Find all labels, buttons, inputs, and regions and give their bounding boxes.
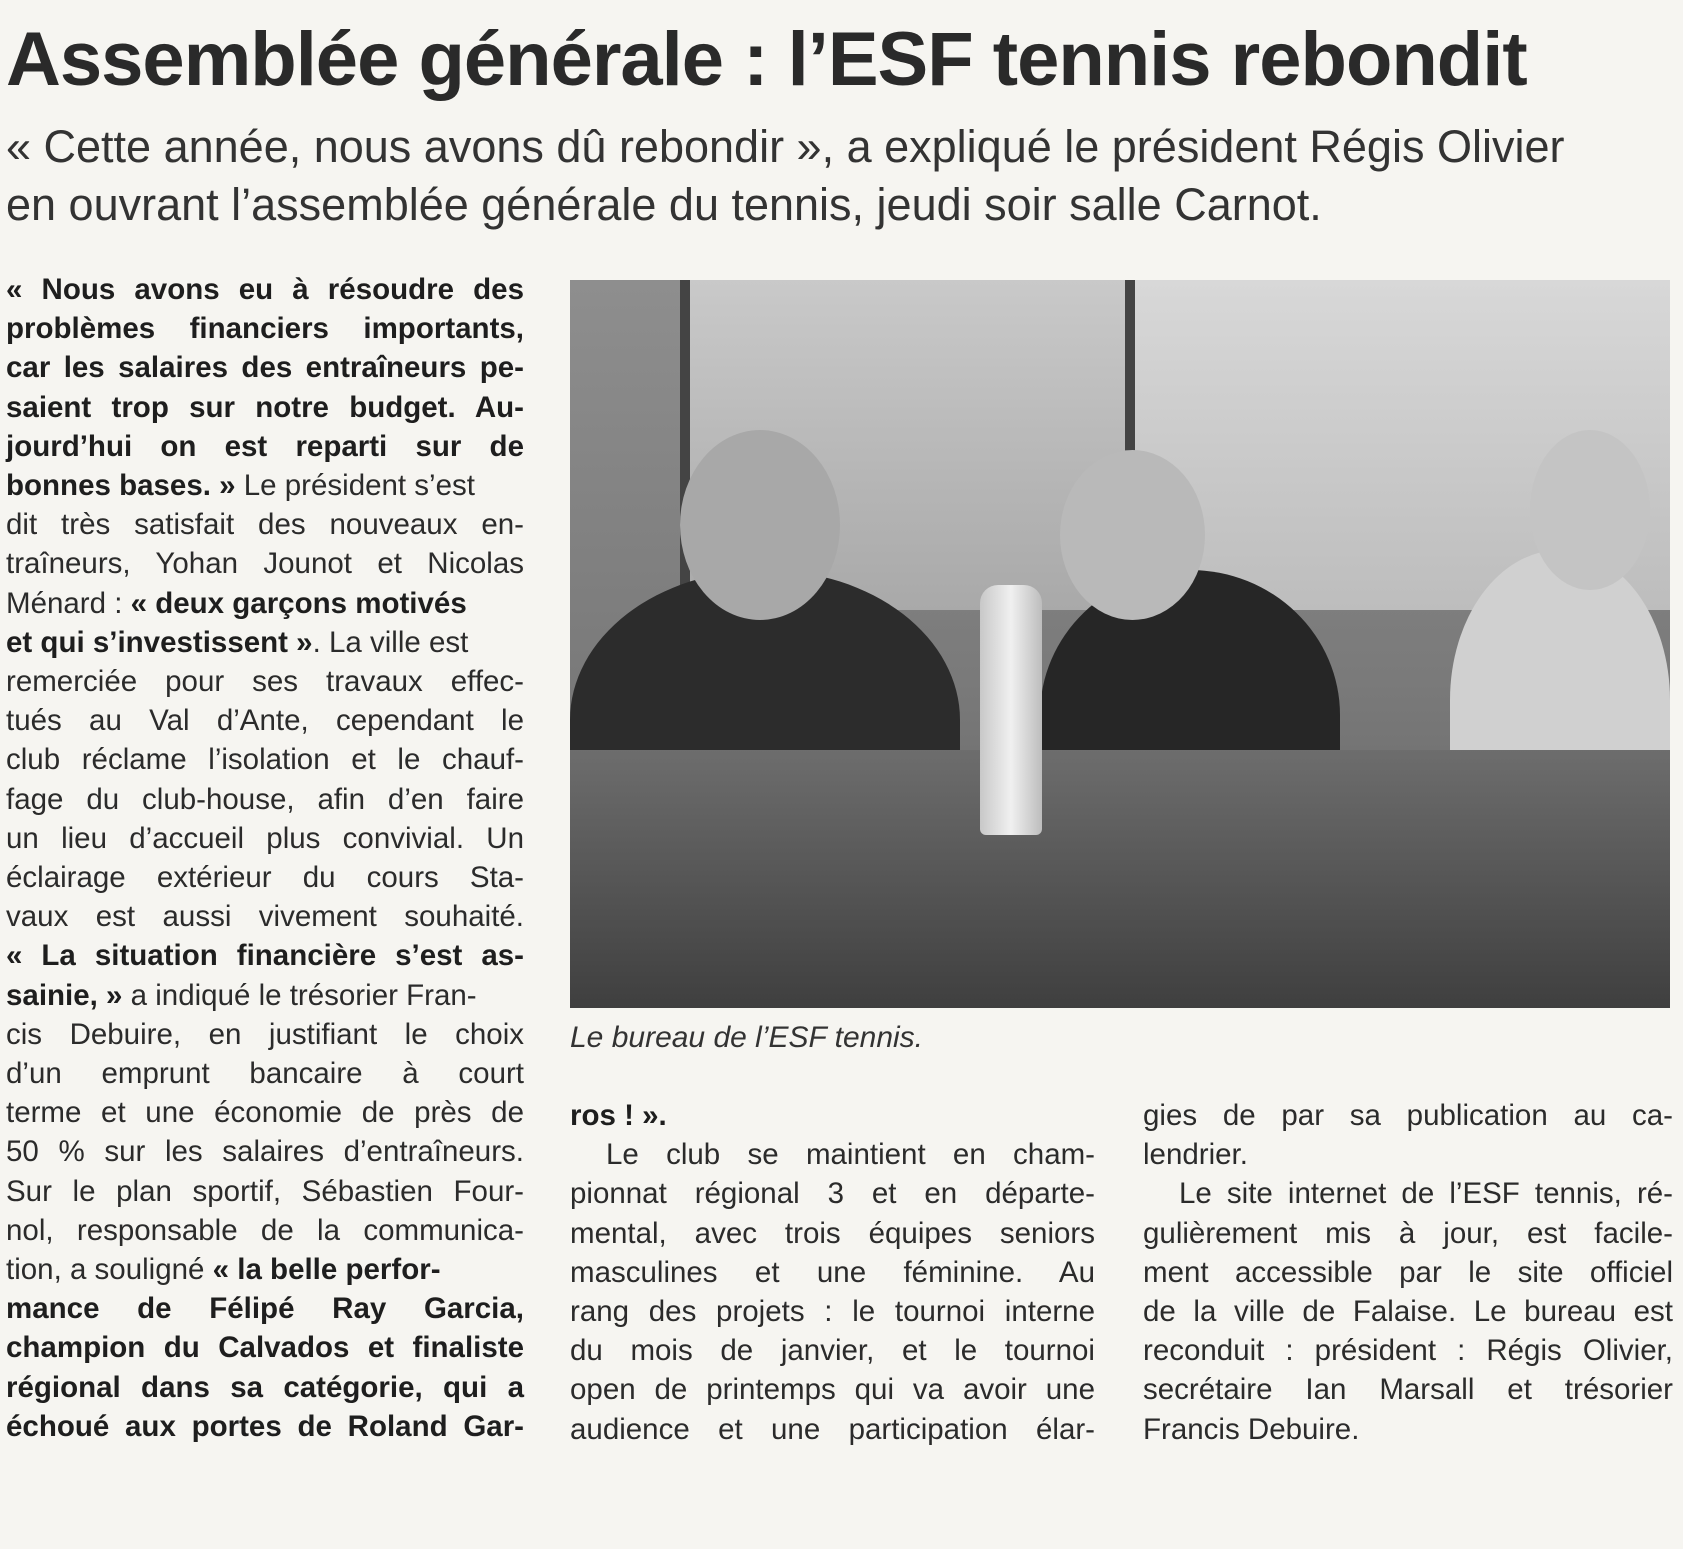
text-line: audience et une participation élar- [570,1412,1095,1446]
text-line: nol, responsable de la communica- [6,1213,524,1247]
text-line: lendrier. [1143,1138,1248,1172]
article-column-1 [6,270,524,1446]
text-line: gulièrement mis à jour, est facile- [1143,1216,1673,1250]
text-line: « Nous avons eu à résoudre des [6,273,524,306]
text-line: remerciée pour ses travaux effec- [6,665,524,699]
article-column-2 [570,1096,1095,1449]
text-line: Ménard : « deux garçons motivés [6,586,467,620]
chapo [6,118,1666,234]
text-line: jourd’hui on est reparti sur de [6,429,524,463]
text-line: échoué aux portes de Roland Gar- [6,1409,524,1443]
chapo-line: « Cette année, nous avons dû rebondir », a expliqué le président Régis Olivier [6,121,1565,172]
text-line: gies de par sa publication au ca- [1143,1099,1673,1132]
text-line: de la ville de Falaise. Le bureau est [1143,1295,1673,1329]
text-line: et qui s’investissent ». La ville est [6,625,469,659]
text-line: tués au Val d’Ante, cependant le [6,704,524,738]
text-line: fage du club-house, afin d’en faire [6,782,524,816]
text-line: problèmes financiers importants, [6,312,524,346]
text-line: « La situation financière s’est as- [6,939,524,973]
chapo-line: en ouvrant l’assemblée générale du tennis, jeudi soir salle Carnot. [6,179,1322,230]
text-line: Le club se maintient en cham- [606,1138,1095,1172]
text-line: bonnes bases. » Le président s’est [6,469,475,503]
text-line: rang des projets : le tournoi interne [570,1295,1095,1329]
text-line: secrétaire Ian Marsall et trésorier [1143,1373,1673,1407]
headline: Assemblée générale : l’ESF tennis rebondit [6,17,1527,102]
text-line: Le site internet de l’ESF tennis, ré- [1179,1177,1673,1211]
text-line: traîneurs, Yohan Jounot et Nicolas [6,547,524,581]
text-line: Francis Debuire. [1143,1412,1360,1446]
text-line: éclairage extérieur du cours Sta- [6,861,524,895]
text-line: ros ! ». [570,1099,667,1132]
text-line: club réclame l’isolation et le chauf- [6,743,524,777]
text-line: Sur le plan sportif, Sébastien Four- [6,1174,524,1208]
article-column-3 [1143,1096,1673,1449]
text-line: car les salaires des entraîneurs pe- [6,351,524,385]
text-line: sainie, » a indiqué le trésorier Fran- [6,978,477,1012]
photo-table [570,750,1670,1008]
text-line: saient trop sur notre budget. Au- [6,390,524,424]
text-line: champion du Calvados et finaliste [6,1331,524,1365]
text-line: tion, a souligné « la belle perfor- [6,1253,441,1287]
text-line: cis Debuire, en justifiant le choix [6,1017,524,1051]
photo-head [1530,430,1650,590]
text-line: dit très satisfait des nouveaux en- [6,508,524,542]
text-line: d’un emprunt bancaire à court [6,1057,524,1091]
text-line: reconduit : président : Régis Olivier, [1143,1334,1673,1368]
text-line: mance de Félipé Ray Garcia, [6,1292,524,1326]
photo-head [1060,450,1205,620]
text-line: régional dans sa catégorie, qui a [6,1370,524,1404]
text-line: vaux est aussi vivement souhaité. [6,900,524,934]
text-line: 50 % sur les salaires d’entraîneurs. [6,1135,524,1169]
text-line: pionnat régional 3 et en départe- [570,1177,1095,1211]
text-line: masculines et une féminine. Au [570,1255,1095,1289]
photo-bottle [980,585,1042,835]
text-line: un lieu d’accueil plus convivial. Un [6,821,524,855]
text-line: terme et une économie de près de [6,1096,524,1130]
article-photo [570,280,1670,1008]
photo-head [680,430,840,620]
text-line: mental, avec trois équipes seniors [570,1216,1095,1250]
photo-caption: Le bureau de l’ESF tennis. [570,1021,924,1054]
text-line: ment accessible par le site officiel [1143,1255,1673,1289]
text-line: du mois de janvier, et le tournoi [570,1334,1095,1368]
text-line: open de printemps qui va avoir une [570,1373,1095,1407]
